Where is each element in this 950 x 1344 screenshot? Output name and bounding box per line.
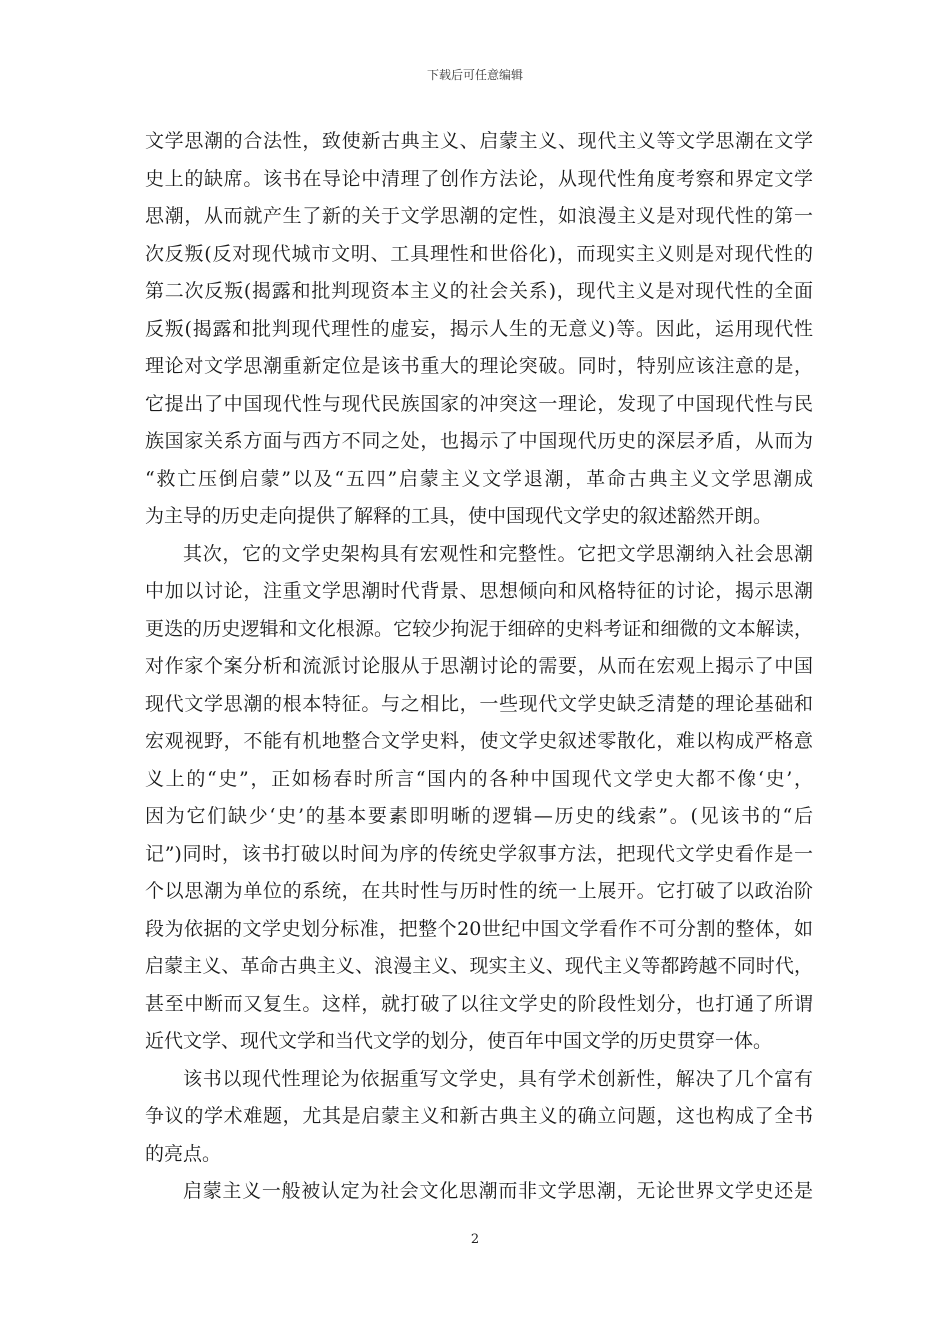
text-line: 反叛(揭露和批判现代理性的虚妄，揭示人生的无意义)等。因此，运用现代性 bbox=[145, 317, 813, 340]
text-line: 史上的缺席。该书在导论中清理了创作方法论，从现代性角度考察和界定文学 bbox=[145, 167, 813, 190]
page-header: 下载后可任意编辑 bbox=[426, 68, 523, 82]
text-line: 争议的学术难题，尤其是启蒙主义和新古典主义的确立问题，这也构成了全书 bbox=[145, 1105, 813, 1127]
text-line: 段为依据的文学史划分标准，把整个20世纪中国文学看作不可分割的整体，如 bbox=[145, 917, 813, 940]
text-line: 理论对文学思潮重新定位是该书重大的理论突破。同时，特别应该注意的是， bbox=[145, 355, 813, 377]
text-line: 更迭的历史逻辑和文化根源。它较少拘泥于细碎的史料考证和细微的文本解读， bbox=[145, 617, 813, 640]
document-body bbox=[145, 123, 813, 1211]
page-number: 2 bbox=[470, 1232, 480, 1247]
text-line: 记”)同时，该书打破以时间为序的传统史学叙事方法，把现代文学史看作是一 bbox=[145, 842, 813, 865]
text-line: 为主导的历史走向提供了解释的工具，使中国现代文学史的叙述豁然开朗。 bbox=[145, 505, 773, 527]
text-line: 对作家个案分析和流派讨论服从于思潮讨论的需要，从而在宏观上揭示了中国 bbox=[145, 655, 813, 677]
text-line: “救亡压倒启蒙”以及“五四”启蒙主义文学退潮，革命古典主义文学思潮成 bbox=[145, 467, 813, 490]
text-line: 文学思潮的合法性，致使新古典主义、启蒙主义、现代主义等文学思潮在文学 bbox=[145, 130, 813, 152]
text-line: 启蒙主义、革命古典主义、浪漫主义、现实主义、现代主义等都跨越不同时代， bbox=[145, 955, 813, 977]
text-line: 宏观视野，不能有机地整合文学史料，使文学史叙述零散化，难以构成严格意 bbox=[145, 730, 813, 752]
text-line: 义上的“史”，正如杨春时所言“国内的各种中国现代文学史大都不像‘史’， bbox=[145, 767, 813, 790]
paragraph-first-line: 该书以现代性理论为依据重写文学史，具有学术创新性，解决了几个富有 bbox=[183, 1067, 813, 1090]
text-line: 的亮点。 bbox=[145, 1142, 222, 1165]
text-line: 次反叛(反对现代城市文明、工具理性和世俗化)，而现实主义则是对现代性的 bbox=[145, 242, 813, 265]
paragraph-first-line: 启蒙主义一般被认定为社会文化思潮而非文学思潮，无论世界文学史还是 bbox=[183, 1180, 813, 1202]
text-line: 近代文学、现代文学和当代文学的划分，使百年中国文学的历史贯穿一体。 bbox=[145, 1030, 773, 1052]
text-line: 因为它们缺少‘史’的基本要素即明晰的逻辑—历史的线索”。(见该书的“后 bbox=[145, 805, 813, 827]
text-line: 甚至中断而又复生。这样，就打破了以往文学史的阶段性划分，也打通了所谓 bbox=[145, 992, 813, 1015]
text-line: 族国家关系方面与西方不同之处，也揭示了中国现代历史的深层矛盾，从而为 bbox=[145, 430, 813, 452]
paragraph-first-line: 其次，它的文学史架构具有宏观性和完整性。它把文学思潮纳入社会思潮 bbox=[183, 542, 813, 565]
text-line: 它提出了中国现代性与现代民族国家的冲突这一理论，发现了中国现代性与民 bbox=[145, 392, 813, 415]
text-line: 第二次反叛(揭露和批判现资本主义的社会关系)，现代主义是对现代性的全面 bbox=[145, 280, 813, 302]
text-line: 中加以讨论，注重文学思潮时代背景、思想倾向和风格特征的讨论，揭示思潮 bbox=[145, 580, 813, 602]
text-line: 思潮，从而就产生了新的关于文学思潮的定性，如浪漫主义是对现代性的第一 bbox=[145, 205, 813, 227]
text-line: 个以思潮为单位的系统，在共时性与历时性的统一上展开。它打破了以政治阶 bbox=[145, 880, 813, 902]
text-line: 现代文学思潮的根本特征。与之相比，一些现代文学史缺乏清楚的理论基础和 bbox=[145, 692, 813, 715]
